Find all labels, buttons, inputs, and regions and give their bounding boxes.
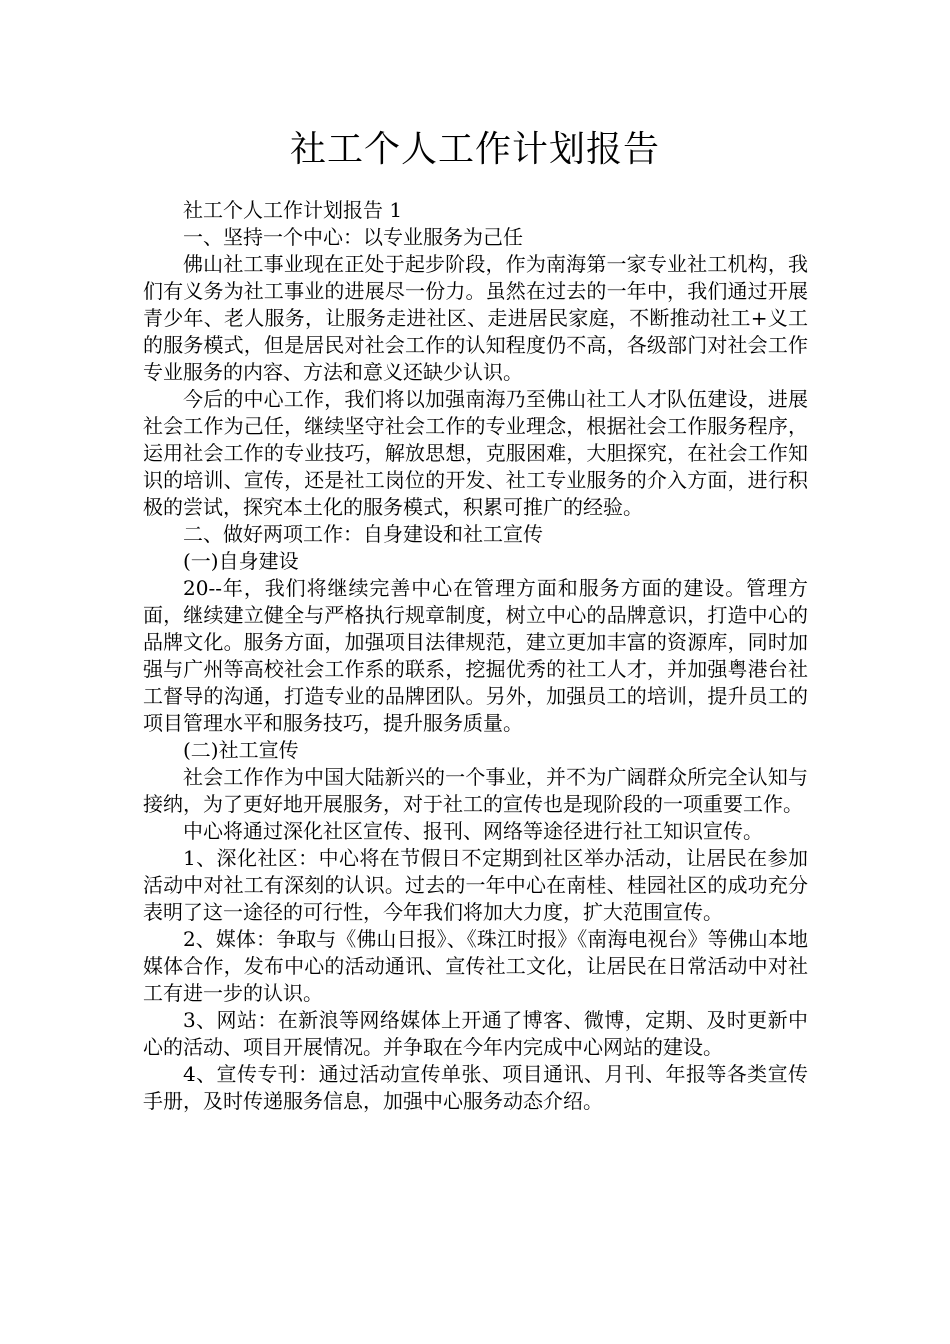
subsection-heading: (二)社工宣传	[183, 738, 299, 762]
paragraph: 社会工作作为中国大陆新兴的一个事业，并不为广阔群众所完全认知与接纳，为了更好地开展服务，对于社工的宣传也是现阶段的一项重要工作。	[143, 765, 808, 816]
section-heading: 二、做好两项工作：自身建设和社工宣传	[183, 522, 543, 546]
list-item: 4、宣传专刊：通过活动宣传单张、项目通讯、月刊、年报等各类宣传手册，及时传递服务信息，加强中心服务动态介绍。	[143, 1062, 808, 1113]
document-title: 社工个人工作计划报告	[289, 129, 660, 170]
list-item: 2、媒体：争取与《佛山日报》、《珠江时报》《南海电视台》等佛山本地媒体合作，发布中心的活动通讯、宣传社工文化，让居民在日常活动中对社工有进一步的认识。	[143, 927, 808, 1005]
paragraph: 20--年，我们将继续完善中心在管理方面和服务方面的建设。管理方面，继续建立健全与严格执行规章制度，树立中心的品牌意识，打造中心的品牌文化。服务方面，加强项目法律规范，建立更加丰富的资源库，同时加强与广州等高校社会工作系的联系，挖掘优秀的社工人才，并加强粤港台社工督导的沟通，打造专业的品牌团队。另外，加强员工的培训，提升员工的项目管理水平和服务技巧，提升服务质量。	[143, 576, 808, 735]
paragraph: 佛山社工事业现在正处于起步阶段，作为南海第一家专业社工机构，我们有义务为社工事业的进展尽一份力。虽然在过去的一年中，我们通过开展青少年、老人服务，让服务走进社区、走进居民家庭，不断推动社工+义工的服务模式，但是居民对社会工作的认知程度仍不高，各级部门对社会工作专业服务的内容、方法和意义还缺少认识。	[143, 252, 808, 384]
list-item: 3、网站：在新浪等网络媒体上开通了博客、微博，定期、及时更新中心的活动、项目开展情况。并争取在今年内完成中心网站的建设。	[143, 1008, 808, 1059]
subsection-heading: (一)自身建设	[183, 549, 299, 573]
paragraph: 中心将通过深化社区宣传、报刊、网络等途径进行社工知识宣传。	[183, 819, 763, 843]
list-item: 1、深化社区：中心将在节假日不定期到社区举办活动，让居民在参加活动中对社工有深刻的认识。过去的一年中心在南桂、桂园社区的成功充分表明了这一途径的可行性，今年我们将加大力度，扩大范围宣传。	[143, 846, 808, 924]
document-body	[143, 197, 808, 1115]
paragraph: 今后的中心工作，我们将以加强南海乃至佛山社工人才队伍建设，进展社会工作为己任，继续坚守社会工作的专业理念，根据社会工作服务程序，运用社会工作的专业技巧，解放思想，克服困难，大胆探究，在社会工作知识的培训、宣传，还是社工岗位的开发、社工专业服务的介入方面，进行积极的尝试，探究本土化的服务模式，积累可推广的经验。	[143, 387, 808, 519]
paragraph-heading: 社工个人工作计划报告 1	[183, 198, 403, 222]
section-heading: 一、坚持一个中心：以专业服务为己任	[183, 225, 523, 249]
